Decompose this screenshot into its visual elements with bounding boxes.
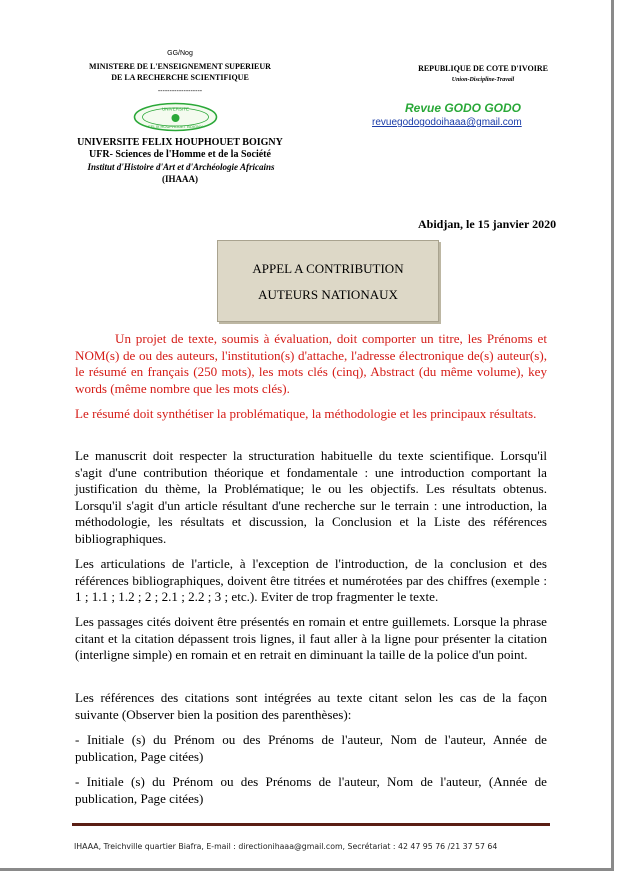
title-box xyxy=(217,240,439,322)
paragraph-article-sections: Les articulations de l'article, à l'exception de l'introduction, de la conclusion et des références bibliographiques, doivent être titrées et numérotées par des chiffres (exemple : 1 ; 1.1 ; 1.2 ; 2 ; 2.1 ; 2.2 ; 3 ; etc.). Eviter de trop fragmenter le texte. xyxy=(75,556,547,605)
institute-name: Institut d'Histoire d'Art et d'Archéologie Africains xyxy=(87,162,275,172)
paragraph-manuscript-structure: Le manuscrit doit respecter la structuration habituelle du texte scientifique. Lorsqu'il s'agit d'une contribution théorique et fondamentale : une introduction comportant la justification du thème, la Problématique; le ou les objectifs. Les résultats obtenus. Lorsqu'il s'agit d'un article résultant d'une recherche sur le terrain : une introduction, la méthodologie, les résultats et discussion, la Conclusion et la Liste des références bibliographiques. xyxy=(75,448,547,546)
university-name: UNIVERSITE FELIX HOUPHOUET BOIGNY xyxy=(77,137,283,148)
paragraph-references: Les références des citations sont intégrées au texte citant selon les cas de la façon suivante (Observer bien la position des parenthèses): xyxy=(75,690,547,722)
national-motto: Union-Discipline-Travail xyxy=(451,77,515,83)
logo-text-top: UNIVERSITE xyxy=(161,106,190,112)
ministry-line-1: MINISTERE DE L'ENSEIGNEMENT SUPERIEUR xyxy=(89,62,271,71)
title-line-1: APPEL A CONTRIBUTION xyxy=(252,261,404,276)
university-logo xyxy=(133,102,218,132)
paragraph-summary-requirements: Le résumé doit synthétiser la problématique, la méthodologie et les principaux résultats. xyxy=(75,406,537,421)
footer-rule xyxy=(72,823,550,826)
ministry-line-2: DE LA RECHERCHE SCIENTIFIQUE xyxy=(111,73,249,82)
logo-text-bottom: FELIX HOUPHOUET BOIGNY xyxy=(148,124,203,129)
footer-contact: IHAAA, Treichville quartier Biafra, E-mail : directionihaaa@gmail.com, Secrétariat : 42 47 95 76 /21 37 57 64 xyxy=(74,842,498,851)
paragraph-citations: Les passages cités doivent être présentés en romain et entre guillemets. Lorsque la phrase citant et la citation dépassent trois lignes, il faut aller à la ligne pour présenter la citation (interligne simple) en romain et en retrait en diminuant la taille de la police d'un point. xyxy=(75,614,547,663)
reference-format-1: - Initiale (s) du Prénom ou des Prénoms de l'auteur, Nom de l'auteur, Année de publication, Page citées) xyxy=(75,732,547,764)
document-ref: GG/Nog xyxy=(167,50,193,57)
ufr-name: UFR- Sciences de l'Homme et de la Société xyxy=(89,149,271,160)
revue-title: Revue GODO GODO xyxy=(404,101,522,115)
paragraph-submission-requirements: Un projet de texte, soumis à évaluation, doit comporter un titre, les Prénoms et NOM(s) de ou des auteurs, l'institution(s) d'attache, l'adresse électronique de(s) auteur(s), le résumé en français (250 mots), les mots clés (cinq), Abstract (du même volume), key words (même nombre que les mots clés). xyxy=(75,331,547,396)
institute-acronym: (IHAAA) xyxy=(162,174,198,184)
reference-format-2: - Initiale (s) du Prénom ou des Prénoms de l'auteur, Nom de l'auteur, (Année de publication, Page citées) xyxy=(75,774,547,806)
title-line-2: AUTEURS NATIONAUX xyxy=(258,287,398,302)
republic-title: REPUBLIQUE DE COTE D'IVOIRE xyxy=(418,64,548,73)
header-separator: ------------------- xyxy=(157,88,203,95)
document-date: Abidjan, le 15 janvier 2020 xyxy=(418,217,557,231)
revue-email-link[interactable]: revuegodogodoihaaa@gmail.com xyxy=(372,117,522,128)
